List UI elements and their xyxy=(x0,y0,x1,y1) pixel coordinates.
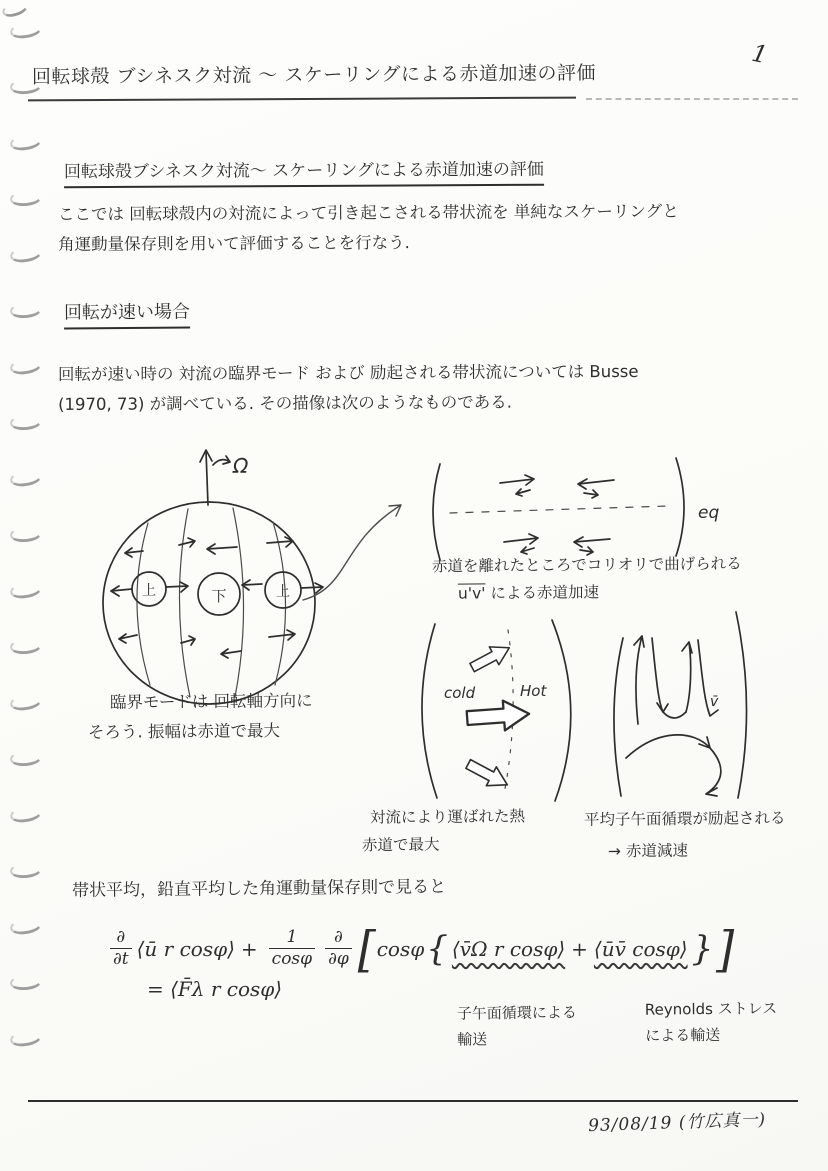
angular-momentum-term: ⟨ū r cosφ⟩ xyxy=(136,936,235,961)
binder-ring xyxy=(9,972,42,991)
sphere-caption-line-1: 臨界モードは 回転軸方向に xyxy=(109,691,313,712)
connector-arrow xyxy=(295,485,425,605)
heat-flux-arrow xyxy=(467,639,514,677)
ddt-numerator: ∂ xyxy=(116,927,126,947)
binder-ring xyxy=(9,467,43,488)
rotation-axis xyxy=(206,451,208,505)
binder-ring xyxy=(9,691,43,712)
flow-arrow xyxy=(181,636,195,645)
inner-shell-line xyxy=(614,638,623,796)
flow-arrow xyxy=(166,582,188,592)
v-bar-label: v̄ xyxy=(710,694,719,710)
binder-ring xyxy=(9,1027,43,1048)
meridional-circulation-figure xyxy=(598,606,768,801)
heading-fast-rotation: 回転が速い場合 xyxy=(64,298,190,330)
busse-paragraph xyxy=(58,356,803,420)
reynolds-stress-term: u'v' xyxy=(457,584,486,603)
page-title: 回転球殻 ブシネスク対流 〜 スケーリングによる赤道加速の評価 xyxy=(31,62,597,89)
annotation-line: Reynolds ストレス xyxy=(644,999,778,1019)
binder-ring xyxy=(0,0,29,20)
circulation-up-arrow xyxy=(634,636,644,724)
plus-sign: + xyxy=(571,936,588,961)
equation-line-2: = ⟨F̄λ r cosφ⟩ xyxy=(147,977,283,1002)
annotation-meridional-transport xyxy=(457,999,578,1052)
flow-arrow-pair xyxy=(500,475,534,496)
curved-arrow xyxy=(303,505,401,600)
flow-arrow xyxy=(207,544,237,554)
one-over-cos-fraction xyxy=(269,928,315,969)
busse-line-1: 回転が速い時の 対流の臨界モード および 励起される帯状流については Busse xyxy=(57,361,639,384)
eq-label: eq xyxy=(698,503,720,523)
frac-denominator: cosφ xyxy=(269,948,315,970)
plus-sign: + xyxy=(240,936,258,961)
binder-ring xyxy=(9,412,42,431)
binder-ring xyxy=(9,300,42,319)
annotation-line: による輸送 xyxy=(645,1025,721,1045)
annotation-reynolds-transport xyxy=(645,995,778,1048)
flow-arrow xyxy=(179,538,195,547)
footer-date: 93/08/19 (竹広真一) xyxy=(587,1109,767,1137)
cold-label: cold xyxy=(444,684,476,702)
circulation-down-arrow xyxy=(652,638,668,712)
binder-rings xyxy=(10,22,42,1046)
circulation-loop-arrow xyxy=(626,735,710,758)
cell-label-down: 下 xyxy=(211,587,227,605)
binder-ring xyxy=(9,243,43,264)
circulation-caption-line-1: 平均子午面循環が励起される xyxy=(583,809,786,829)
sphere-caption-line-2: そろう. 振幅は赤道で最大 xyxy=(87,721,281,742)
reynolds-transport-term: ⟨ūv̄ cosφ⟩ xyxy=(593,936,688,961)
meridian-line xyxy=(273,522,286,685)
section-title: 回転球殻ブシネスク対流〜 スケーリングによる赤道加速の評価 xyxy=(64,155,544,189)
right-parenthesis xyxy=(676,458,684,556)
flow-arrow xyxy=(242,580,262,590)
ddphi-denominator: ∂φ xyxy=(325,948,352,970)
intro-line-1: ここでは 回転球殻内の対流によって引き起こされる帯状流を 単純なスケーリングと xyxy=(57,201,679,224)
sphere-outline xyxy=(103,502,315,704)
title-underline xyxy=(28,97,576,102)
binder-ring xyxy=(9,915,43,936)
inset-caption-line-2 xyxy=(458,579,599,607)
page-number: 1 xyxy=(749,38,771,70)
outer-shell-line xyxy=(736,612,747,798)
flow-arrow xyxy=(221,649,241,658)
ddphi-fraction xyxy=(325,928,352,969)
footer-rule xyxy=(28,1100,798,1102)
binder-ring xyxy=(9,860,42,879)
busse-line-2: (1970, 73) が調べている. その描像は次のようなものである. xyxy=(58,392,512,414)
heat-transport-figure xyxy=(402,616,617,806)
inset-caption-rest: による赤道加速 xyxy=(485,583,600,603)
inset-caption-line-1: 赤道を離れたところでコリオリで曲げられる xyxy=(431,554,742,576)
frac-numerator: 1 xyxy=(286,927,298,947)
flow-arrow-pair xyxy=(504,534,538,554)
cell-label-up: 上 xyxy=(276,584,290,600)
binder-ring xyxy=(9,188,42,207)
ddt-denominator: ∂t xyxy=(110,948,132,970)
intro-paragraph xyxy=(58,196,798,260)
zonal-average-intro: 帯状平均，鉛直平均した角運動量保存則で見ると xyxy=(71,877,447,901)
flow-arrow xyxy=(119,634,137,643)
outer-shell-line xyxy=(552,620,571,801)
rotation-curl-arrow xyxy=(213,456,230,465)
circulation-loop-arrow xyxy=(706,748,721,796)
binder-ring xyxy=(9,803,43,824)
cos-prefix: cosφ xyxy=(376,936,425,961)
binder-ring xyxy=(9,131,43,152)
heat-flux-arrow xyxy=(466,699,530,733)
circulation-caption-line-2: → 赤道減速 xyxy=(607,841,688,861)
annotation-line: 輸送 xyxy=(457,1030,488,1049)
flow-arrow-pair xyxy=(578,479,614,498)
binder-ring xyxy=(9,636,42,655)
inner-shell-line xyxy=(422,624,437,798)
meridional-transport-term: ⟨v̄Ω r cosφ⟩ xyxy=(451,936,566,961)
meridian-line xyxy=(179,509,190,697)
hot-label: Hot xyxy=(520,682,547,700)
equation-line-1: $\frac{\partial}{\partial t}$ ⟨ū r cosφ⟩ + $\frac{1}{\cos\varphi}$ $\frac{\partial}{\partial\varphi}$ [ cosφ { ⟨v̄Ω r cosφ⟩ + ⟨ūv̄ cosφ⟩ } ] xyxy=(105,928,805,969)
circulation-up-arrow xyxy=(682,642,692,712)
intro-line-2: 角運動量保存則を用いて評価することを行なう. xyxy=(58,233,410,254)
binder-ring xyxy=(9,19,43,40)
meridian-line xyxy=(137,523,150,685)
binder-ring xyxy=(9,748,42,767)
annotation-line: 子午面循環による xyxy=(456,1003,577,1023)
ddphi-numerator: ∂ xyxy=(334,927,343,947)
heat-caption-line-2: 赤道で最大 xyxy=(361,835,440,855)
left-parenthesis xyxy=(433,464,440,560)
omega-label: Ω xyxy=(233,454,249,478)
flow-arrow xyxy=(269,630,295,640)
momentum-equation xyxy=(105,920,805,1078)
flow-arrow xyxy=(267,537,293,547)
binder-ring xyxy=(9,579,43,600)
equator-dashed-line xyxy=(450,506,668,513)
ddt-fraction xyxy=(110,928,132,969)
binder-ring xyxy=(9,355,43,376)
title-underline-faded xyxy=(586,98,798,100)
binder-ring xyxy=(9,524,42,543)
cell-label-up: 上 xyxy=(142,583,156,599)
circulation-u-turn xyxy=(663,712,686,718)
flow-arrow xyxy=(111,586,132,596)
heat-caption-line-1: 対流により運ばれた熱 xyxy=(369,807,526,827)
